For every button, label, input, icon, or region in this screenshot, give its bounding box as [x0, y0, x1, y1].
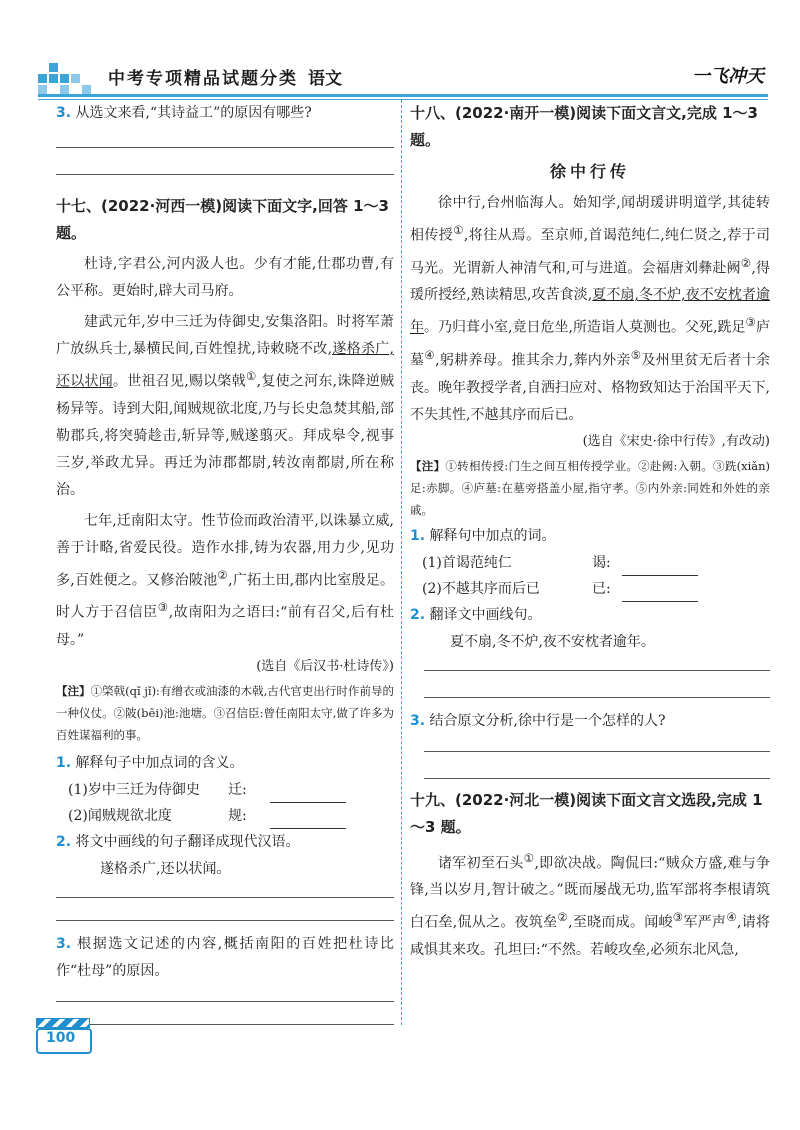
brand-logo: 一飞冲天: [692, 66, 764, 87]
question-2: 2. 将文中画线的句子翻译成现代汉语。: [56, 833, 300, 850]
passage-paragraph: 杜诗,字君公,河内汲人也。少有才能,仕郡功曹,有公平称。更始时,辟大司马府。: [56, 256, 394, 299]
answer-blank[interactable]: [622, 583, 698, 602]
answer-blank[interactable]: [270, 784, 346, 803]
header-rule: [38, 94, 768, 97]
source-citation: (选自《后汉书·杜诗传》): [256, 658, 394, 674]
question-1: 1. 解释句子中加点词的含义。: [56, 754, 244, 771]
series-title: 中考专项精品试题分类: [108, 69, 298, 89]
right-column: [410, 100, 770, 964]
passage-paragraph: 徐中行,台州临海人。始知学,闻胡瑗讲明道学,其徒转相传授①,将往从焉。至京师,首谒范纯仁,纯仁贤之,荐于司马光。光谓新人神清气和,可与进道。会福唐刘彝赴阙②,得瑗所授经,熟读精思,攻苦食淡,夏不扇,冬不炉,夜不安枕者逾年。乃归葺小室,竟日危坐,所造诣人莫测也。父死,跣足③庐墓④,躬耕养母。推其余力,葬内外亲⑤及州里贫无后者十余丧。晚年教授学者,自洒扫应对、格物致知达于治国平天下,不失其性,不越其序而后已。: [410, 195, 771, 423]
page-header: [38, 56, 768, 100]
question-2: 2. 翻译文中画线句。: [410, 606, 542, 623]
question-1-item-1: (1)岁中三迁为侍御史 迁:: [56, 777, 394, 803]
question-prev-3: 3. 从选文来看,“其诗益工”的原因有哪些?: [56, 105, 312, 121]
passage-paragraph: 诸军初至石头①,即欲决战。陶侃曰:“贼众方盛,难与争锋,当以岁月,智计破之。”既而屡战无功,监军部将李根请筑白石垒,侃从之。夜筑垒②,至晓而成。闻峻③军严声④,请将咸惧其来攻。孔坦曰:“不然。若峻攻垒,必须东北风急,: [410, 850, 771, 958]
passage-paragraph: 七年,迁南阳太守。性节俭而政治清平,以诛暴立威,善于计略,省爱民役。造作水排,铸为农器,用力少,见功多,百姓便之。又修治陂池②,广拓土田,郡内比室殷足。时人方于召信臣③,故南阳为之语曰:“前有召父,后有杜母。”: [56, 512, 395, 648]
page-number-badge: [36, 1028, 90, 1054]
footnote: 【注】①棨戟(qǐ jǐ):有缯衣或油漆的木戟,古代官吏出行时作前导的一种仪仗。②陂(bēi)池:池塘。③召信臣:曾任南阳太守,做了许多为百姓谋福利的事。: [56, 683, 394, 742]
question-3: 3. 根据选文记述的内容,概括南阳的百姓把杜诗比作“杜母”的原因。: [56, 935, 395, 979]
source-citation: (选自《宋史·徐中行传》,有改动): [582, 433, 770, 449]
question-1-item-2: (2)闻贼规欲北度 规:: [56, 803, 394, 829]
left-column: [56, 100, 394, 1025]
section-19-heading: 十九、(2022·河北一模)阅读下面文言文选段,完成 1～3 题。: [410, 790, 763, 836]
question-1: 1. 解释句中加点的词。: [410, 527, 556, 544]
question-1-item-2: (2)不越其序而后已 已:: [410, 576, 770, 602]
section-18-heading: 十八、(2022·南开一模)阅读下面文言文,完成 1～3 题。: [410, 104, 758, 149]
header-grid-logo: [38, 60, 94, 92]
section-17-heading: 十七、(2022·河西一模)阅读下面文字,回答 1～3 题。: [56, 197, 389, 242]
column-divider: [401, 100, 402, 1025]
underlined-sentence: 夏不扇,冬不炉,夜不安枕者逾年: [410, 287, 770, 336]
passage-paragraph: 建武元年,岁中三迁为侍御史,安集洛阳。时将军萧广放纵兵士,暴横民间,百姓惶扰,诗敕晓不改,遂格杀广,还以状闻。世祖召见,赐以棨戟①,复使之河东,诛降逆贼杨异等。诗到大阳,闻贼规欲北度,乃与长史急焚其船,部勒郡兵,将突骑趁击,斩异等,贼遂翦灭。拜成皋令,视事三岁,举政尤异。再迁为沛郡都尉,转汝南都尉,所在称治。: [56, 314, 395, 498]
question-1-item-1: (1)首谒范纯仁 谒:: [410, 550, 770, 576]
question-3: 3. 结合原文分析,徐中行是一个怎样的人?: [410, 712, 666, 729]
clapper-icon: [36, 1018, 90, 1028]
answer-line[interactable]: [56, 1024, 394, 1025]
underlined-sentence: 遂格杀广,还以状闻: [56, 341, 394, 390]
answer-blank[interactable]: [622, 557, 698, 576]
question-2-sentence: 遂格杀广,还以状闻。: [100, 860, 231, 877]
page-number: 100: [46, 1030, 76, 1046]
question-2-sentence: 夏不扇,冬不炉,夜不安枕者逾年。: [450, 633, 655, 650]
subject-label: 语文: [308, 69, 342, 89]
passage-title: 徐中行传: [549, 162, 630, 181]
footnote: 【注】①转相传授:门生之间互相传授学业。②赴阙:入朝。③跣(xiǎn)足:赤脚。④庐墓:在墓旁搭盖小屋,指守孝。⑤内外亲:同姓和外姓的亲戚。: [410, 458, 771, 517]
answer-blank[interactable]: [270, 810, 346, 829]
